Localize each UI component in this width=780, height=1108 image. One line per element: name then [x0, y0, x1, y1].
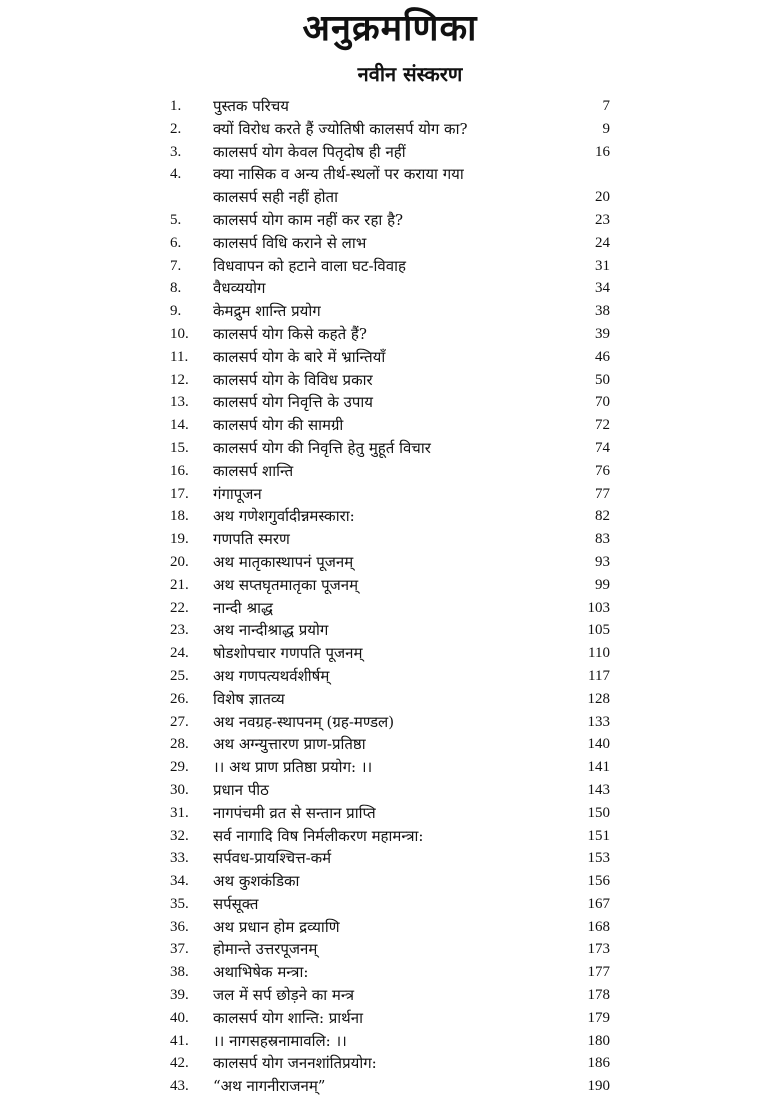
entry-page-number: 103: [587, 599, 610, 616]
toc-entry: [165, 756, 610, 779]
entry-number: 32.: [170, 827, 189, 844]
entry-title: अथ प्रधान होम द्रव्याणि: [213, 917, 340, 936]
entry-page-number: 31: [595, 257, 610, 274]
entry-number: 33.: [170, 850, 189, 867]
entry-title: सर्पसूक्त: [213, 894, 259, 913]
entry-page-number: 82: [595, 508, 610, 525]
toc-entry: [165, 619, 610, 642]
toc-entry: [165, 95, 610, 118]
entry-title: कालसर्प विधि कराने से लाभ: [213, 233, 367, 252]
entry-page-number: 9: [602, 120, 610, 137]
entry-title: अथ कुशकंडिका: [213, 872, 300, 891]
entry-page-number: 128: [587, 690, 610, 707]
entry-number: 3.: [170, 143, 182, 160]
entry-number: 36.: [170, 918, 189, 935]
entry-title: विधवापन को हटाने वाला घट-विवाह: [213, 256, 406, 275]
entry-title: कालसर्प योग काम नहीं कर रहा है?: [213, 210, 404, 229]
toc-entry: [165, 437, 610, 460]
entry-title: गणपति स्मरण: [213, 530, 290, 549]
entry-number: 27.: [170, 713, 189, 730]
toc-entry: [165, 460, 610, 483]
entry-title: ।। नागसहस्रनामावलि: ।।: [213, 1031, 347, 1050]
toc-entry: [165, 711, 610, 734]
toc-entry: [165, 528, 610, 551]
entry-title: जल में सर्प छोड़ने का मन्त्र: [213, 986, 355, 1005]
toc-entry: [165, 391, 610, 414]
entry-title: कालसर्प योग निवृत्ति के उपाय: [213, 393, 373, 412]
toc-entry: [165, 118, 610, 141]
toc-entry: [165, 665, 610, 688]
toc-entry: [165, 961, 610, 984]
entry-page-number: 50: [595, 371, 610, 388]
entry-title: कालसर्प योग किसे कहते हैं?: [213, 324, 367, 343]
entry-title: कालसर्प योग की निवृत्ति हेतु मुहूर्त विचार: [213, 438, 431, 457]
entry-page-number: 74: [595, 439, 610, 456]
entry-page-number: 190: [587, 1078, 610, 1095]
entry-number: 10.: [170, 325, 189, 342]
entry-page-number: 153: [587, 850, 610, 867]
entry-title: सर्व नागादि विष निर्मलीकरण महामन्त्रा:: [213, 826, 424, 845]
entry-page-number: 77: [595, 485, 610, 502]
toc-entry: [165, 688, 610, 711]
entry-page-number: 179: [587, 1009, 610, 1026]
entry-number: 5.: [170, 211, 182, 228]
entry-page-number: 23: [595, 211, 610, 228]
toc-entry: [165, 163, 610, 186]
entry-page-number: 167: [587, 895, 610, 912]
entry-number: 14.: [170, 417, 189, 434]
entry-page-number: 7: [602, 98, 610, 114]
entry-page-number: 178: [587, 987, 610, 1004]
entry-number: 8.: [170, 280, 182, 297]
entry-number: 43.: [170, 1078, 189, 1095]
toc-entry: [165, 825, 610, 848]
entry-page-number: 99: [595, 576, 610, 593]
entry-number: 11.: [170, 348, 189, 365]
entry-title: कालसर्प योग शान्ति: प्रार्थना: [213, 1008, 363, 1027]
page-title: अनुक्रमणिका: [302, 7, 478, 49]
entry-title: षोडशोपचार गणपति पूजनम्: [213, 644, 363, 663]
toc-entry: [165, 277, 610, 300]
entry-title: गंगापूजन: [213, 484, 262, 503]
entry-page-number: 177: [587, 964, 610, 981]
toc-entry: [165, 505, 610, 528]
entry-title: वैधव्ययोग: [213, 279, 266, 298]
entry-page-number: 34: [595, 280, 610, 297]
toc-entry: [165, 1052, 610, 1075]
entry-page-number: 24: [595, 234, 610, 251]
entry-number: 7.: [170, 257, 182, 274]
toc-entry: [165, 642, 610, 665]
toc-entry: [165, 779, 610, 802]
entry-page-number: 76: [595, 462, 610, 479]
entry-number: 6.: [170, 234, 182, 251]
toc-entry: [165, 733, 610, 756]
entry-title: अथाभिषेक मन्त्रा:: [213, 963, 309, 982]
toc-entry: [165, 1007, 610, 1030]
entry-title: कालसर्प शान्ति: [213, 461, 294, 480]
entry-number: 37.: [170, 941, 189, 958]
entry-title-continued: कालसर्प सही नहीं होता: [213, 188, 338, 207]
entry-title: केमद्रुम शान्ति प्रयोग: [213, 302, 321, 321]
entry-page-number: 83: [595, 531, 610, 548]
entry-title: कालसर्प योग के विविध प्रकार: [213, 370, 373, 389]
toc-entry: [165, 893, 610, 916]
entry-page-number: 133: [587, 713, 610, 730]
entry-number: 31.: [170, 804, 189, 821]
entry-title: अथ सप्तघृतमातृका पूजनम्: [213, 575, 359, 594]
toc-entry: [165, 232, 610, 255]
table-of-contents: [165, 95, 610, 1098]
toc-entry: [165, 1075, 610, 1098]
entry-number: 2.: [170, 120, 182, 137]
toc-entry: [165, 847, 610, 870]
entry-page-number: 173: [587, 941, 610, 958]
entry-page-number: 93: [595, 553, 610, 570]
entry-title: क्या नासिक व अन्य तीर्थ-स्थलों पर कराया गया: [213, 165, 464, 184]
toc-entry-continuation: [165, 186, 610, 209]
entry-page-number: 186: [587, 1055, 610, 1072]
entry-number: 35.: [170, 895, 189, 912]
entry-title: प्रधान पीठ: [213, 780, 269, 799]
toc-entry: [165, 551, 610, 574]
entry-number: 22.: [170, 599, 189, 616]
toc-entry: [165, 938, 610, 961]
entry-number: 29.: [170, 759, 189, 776]
entry-page-number: 180: [587, 1032, 610, 1049]
entry-number: 18.: [170, 508, 189, 525]
entry-page-number: 38: [595, 303, 610, 320]
entry-number: 38.: [170, 964, 189, 981]
entry-page-number: 168: [587, 918, 610, 935]
entry-title: होमान्ते उत्तरपूजनम्: [213, 940, 318, 959]
toc-entry: [165, 255, 610, 278]
toc-entry: [165, 870, 610, 893]
entry-title: विशेष ज्ञातव्य: [213, 689, 285, 708]
entry-page-number: 151: [587, 827, 610, 844]
entry-page-number: 46: [595, 348, 610, 365]
entry-page-number: 150: [587, 804, 610, 821]
entry-number: 28.: [170, 736, 189, 753]
entry-number: 13.: [170, 394, 189, 411]
entry-number: 9.: [170, 303, 182, 320]
entry-title: पुस्तक परिचय: [213, 97, 289, 115]
entry-page-number: 39: [595, 325, 610, 342]
entry-title: अथ गणपत्यथर्वशीर्षम्: [213, 666, 330, 685]
entry-title: नागपंचमी व्रत से सन्तान प्राप्ति: [213, 803, 376, 822]
toc-entry: [165, 1030, 610, 1053]
entry-number: 1.: [170, 98, 182, 114]
entry-title: क्यों विरोध करते हैं ज्योतिषी कालसर्प योग का?: [213, 119, 468, 138]
entry-title: अथ मातृकास्थापनं पूजनम्: [213, 552, 354, 571]
entry-page-number: 143: [587, 781, 610, 798]
entry-number: 21.: [170, 576, 189, 593]
entry-title: “अथ नागनीराजनम्”: [213, 1077, 326, 1096]
entry-number: 30.: [170, 781, 189, 798]
entry-page-number: 105: [587, 622, 610, 639]
entry-title: ।। अथ प्राण प्रतिष्ठा प्रयोग: ।।: [213, 758, 373, 777]
entry-title: कालसर्प योग केवल पितृदोष ही नहीं: [213, 142, 406, 161]
toc-entry: [165, 141, 610, 164]
entry-title: अथ नान्दीश्राद्ध प्रयोग: [213, 621, 329, 640]
entry-number: 26.: [170, 690, 189, 707]
toc-entry: [165, 414, 610, 437]
entry-number: 12.: [170, 371, 189, 388]
toc-entry: [165, 483, 610, 506]
entry-number: 24.: [170, 645, 189, 662]
entry-title: सर्पवध-प्रायश्चित्त-कर्म: [213, 849, 332, 868]
toc-entry: [165, 300, 610, 323]
entry-page-number: 70: [595, 394, 610, 411]
entry-number: 19.: [170, 531, 189, 548]
entry-page-number: 156: [587, 873, 610, 890]
entry-title: अथ अग्न्युत्तारण प्राण-प्रतिष्ठा: [213, 735, 366, 754]
entry-page-number: 72: [595, 417, 610, 434]
entry-number: 15.: [170, 439, 189, 456]
entry-number: 4.: [170, 166, 182, 183]
entry-number: 42.: [170, 1055, 189, 1072]
toc-entry: [165, 209, 610, 232]
entry-title: कालसर्प योग की सामग्री: [213, 416, 344, 435]
toc-entry: [165, 323, 610, 346]
entry-number: 25.: [170, 667, 189, 684]
entry-number: 23.: [170, 622, 189, 639]
entry-page-number: 20: [595, 189, 610, 206]
toc-entry: [165, 984, 610, 1007]
entry-title: कालसर्प योग जननशांतिप्रयोग:: [213, 1054, 377, 1073]
entry-page-number: 117: [588, 667, 610, 684]
entry-number: 16.: [170, 462, 189, 479]
toc-entry: [165, 916, 610, 939]
entry-page-number: 110: [588, 645, 610, 662]
entry-number: 34.: [170, 873, 189, 890]
toc-entry: [165, 369, 610, 392]
toc-entry: [165, 802, 610, 825]
toc-entry: [165, 597, 610, 620]
entry-title: अथ नवग्रह-स्थापनम् (ग्रह-मण्डल): [213, 712, 395, 731]
entry-page-number: 141: [587, 759, 610, 776]
entry-title: कालसर्प योग के बारे में भ्रान्तियाँ: [213, 347, 386, 366]
entry-number: 41.: [170, 1032, 189, 1049]
entry-number: 39.: [170, 987, 189, 1004]
section-subtitle: नवीन संस्करण: [357, 62, 463, 86]
entry-number: 17.: [170, 485, 189, 502]
toc-entry: [165, 346, 610, 369]
entry-title: अथ गणेशगुर्वादीन्नमस्कारा:: [213, 507, 355, 526]
entry-page-number: 16: [595, 143, 610, 160]
entry-page-number: 140: [587, 736, 610, 753]
entry-number: 40.: [170, 1009, 189, 1026]
entry-title: नान्दी श्राद्ध: [213, 598, 273, 617]
toc-entry: [165, 574, 610, 597]
entry-number: 20.: [170, 553, 189, 570]
